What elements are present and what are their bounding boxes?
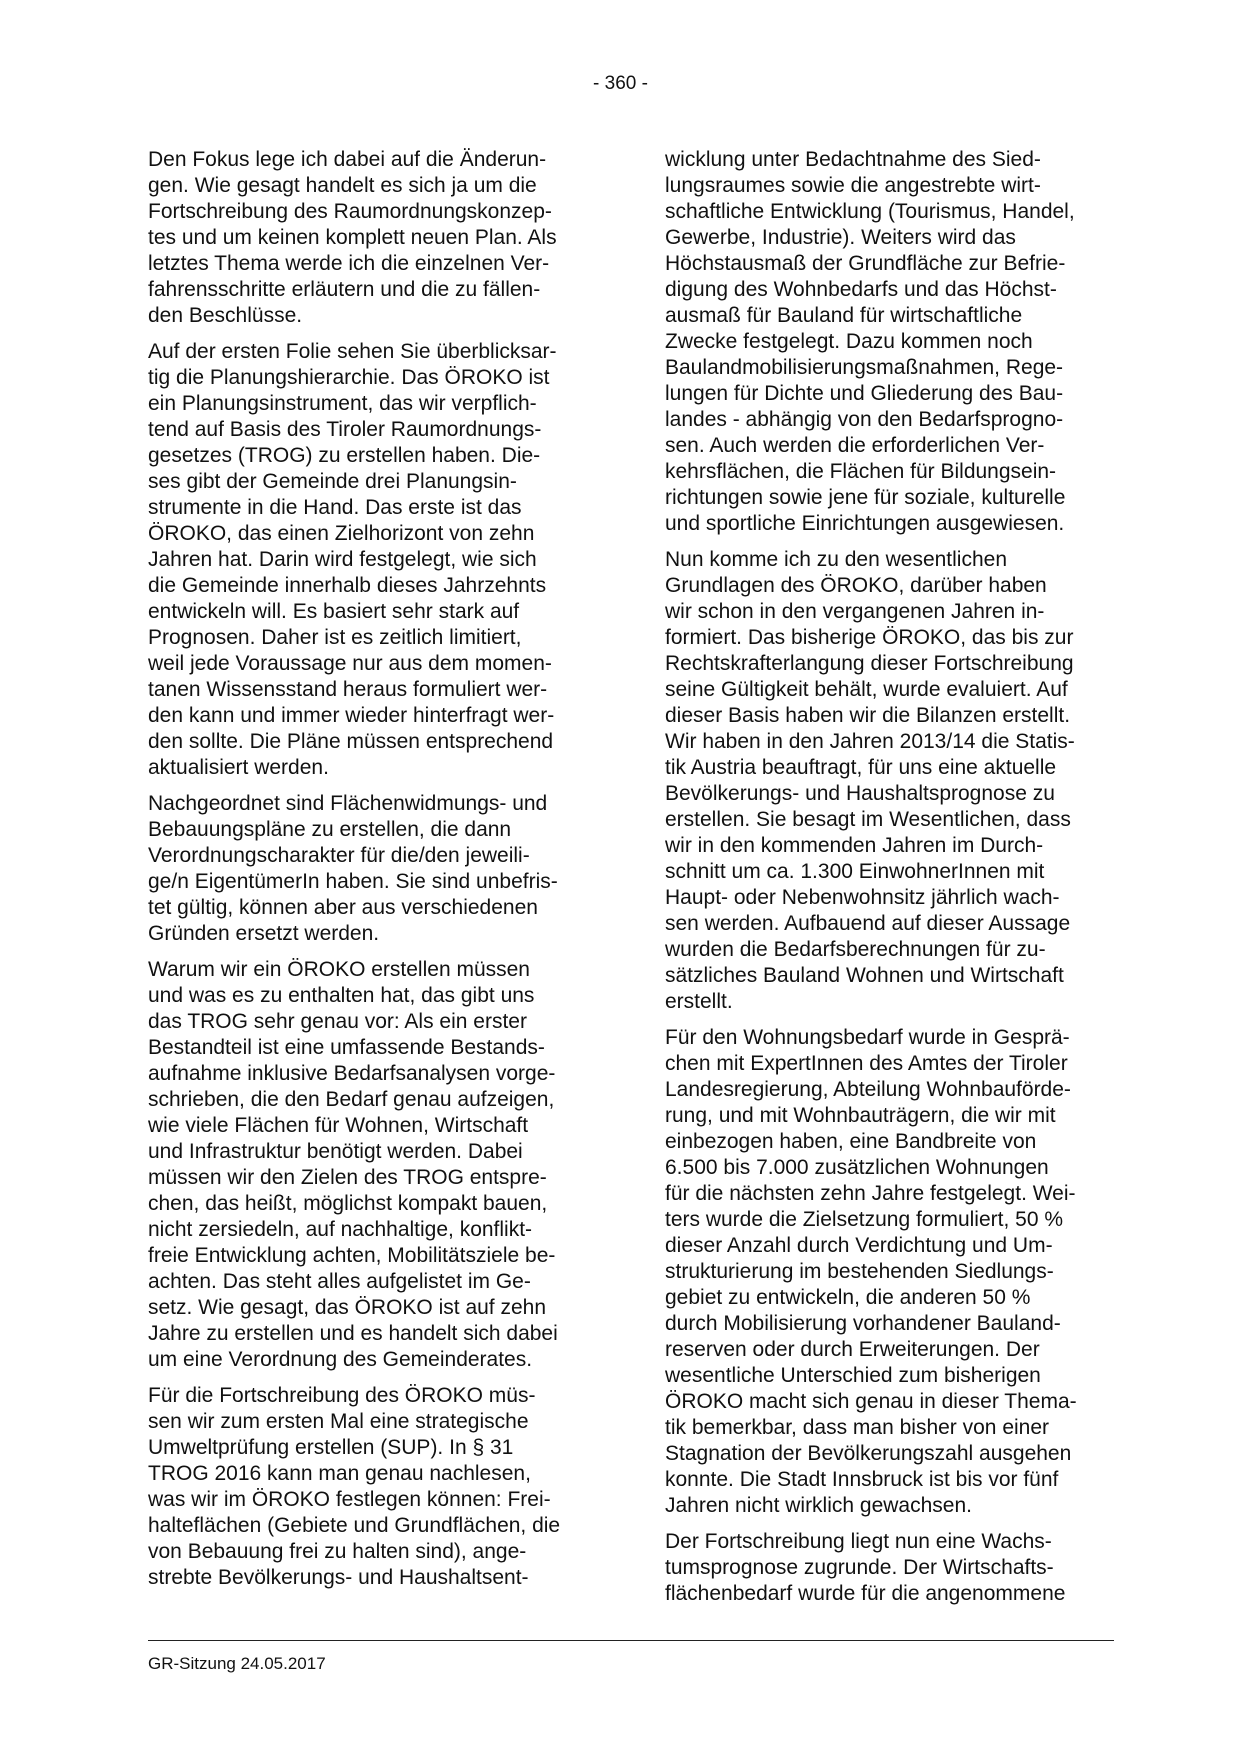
text-line: fahrensschritte erläutern und die zu fällen-	[148, 278, 541, 301]
text-line: Bevölkerungs- und Haushaltsprognose zu	[665, 782, 1055, 805]
text-line: Zwecke festgelegt. Dazu kommen noch	[665, 330, 1033, 353]
text-line: Jahren hat. Darin wird festgelegt, wie sich	[148, 548, 537, 571]
text-line: richtungen sowie jene für soziale, kulturelle	[665, 486, 1066, 509]
text-line: was wir im ÖROKO festlegen können: Frei-	[148, 1488, 551, 1511]
text-line: tet gültig, können aber aus verschiedenen	[148, 896, 538, 919]
text-line: den Beschlüsse.	[148, 304, 303, 327]
text-line: schaftliche Entwicklung (Tourismus, Handel,	[665, 200, 1075, 223]
text-line: strumente in die Hand. Das erste ist das	[148, 496, 522, 519]
paragraph	[148, 791, 598, 947]
text-line: 6.500 bis 7.000 zusätzlichen Wohnungen	[665, 1156, 1049, 1179]
text-line: landes - abhängig von den Bedarfsprogno-	[665, 408, 1064, 431]
text-line: Auf der ersten Folie sehen Sie überblicksar-	[148, 340, 557, 363]
paragraph	[148, 339, 598, 781]
text-line: Für den Wohnungsbedarf wurde in Gesprä-	[665, 1026, 1070, 1049]
text-line: wie viele Flächen für Wohnen, Wirtschaft	[148, 1114, 529, 1137]
text-line: ses gibt der Gemeinde drei Planungsin-	[148, 470, 517, 493]
text-line: Grundlagen des ÖROKO, darüber haben	[665, 574, 1047, 597]
text-line: TROG 2016 kann man genau nachlesen,	[148, 1462, 531, 1485]
text-line: ge/n EigentümerIn haben. Sie sind unbefris-	[148, 870, 558, 893]
text-line: für die nächsten zehn Jahre festgelegt. Wei-	[665, 1182, 1076, 1205]
paragraph	[148, 1383, 598, 1591]
text-line: digung des Wohnbedarfs und das Höchst-	[665, 278, 1057, 301]
text-line: den sollte. Die Pläne müssen entsprechend	[148, 730, 554, 753]
text-line: Nachgeordnet sind Flächenwidmungs- und	[148, 792, 548, 815]
text-line: ÖROKO macht sich genau in dieser Thema-	[665, 1390, 1077, 1413]
text-line: strebte Bevölkerungs- und Haushaltsent-	[148, 1566, 529, 1589]
text-line: nicht zersiedeln, auf nachhaltige, konflikt-	[148, 1218, 533, 1241]
text-line: wir schon in den vergangenen Jahren in-	[665, 600, 1045, 623]
text-line: Haupt- oder Nebenwohnsitz jährlich wach-	[665, 886, 1060, 909]
text-line: wesentliche Unterschied zum bisherigen	[665, 1364, 1041, 1387]
text-line: Wir haben in den Jahren 2013/14 die Statis-	[665, 730, 1075, 753]
text-line: erstellen. Sie besagt im Wesentlichen, dass	[665, 808, 1071, 831]
text-column-right	[665, 147, 1115, 1617]
footer-session-date: GR-Sitzung 24.05.2017	[148, 1654, 326, 1673]
text-line: chen mit ExpertInnen des Amtes der Tiroler	[665, 1052, 1068, 1075]
paragraph	[148, 147, 598, 329]
text-line: reserven oder durch Erweiterungen. Der	[665, 1338, 1040, 1361]
text-line: ÖROKO, das einen Zielhorizont von zehn	[148, 522, 535, 545]
text-line: und was es zu enthalten hat, das gibt uns	[148, 984, 535, 1007]
text-line: aufnahme inklusive Bedarfsanalysen vorge-	[148, 1062, 556, 1085]
paragraph	[665, 147, 1115, 537]
text-line: letztes Thema werde ich die einzelnen Ver-	[148, 252, 550, 275]
text-line: lungen für Dichte und Gliederung des Bau-	[665, 382, 1064, 405]
text-line: Fortschreibung des Raumordnungskonzep-	[148, 200, 552, 223]
text-line: Bebauungspläne zu erstellen, die dann	[148, 818, 512, 841]
text-line: weil jede Voraussage nur aus dem momen-	[148, 652, 552, 675]
text-line: durch Mobilisierung vorhandener Bauland-	[665, 1312, 1061, 1335]
text-line: tik Austria beauftragt, für uns eine aktuelle	[665, 756, 1057, 779]
text-line: um eine Verordnung des Gemeinderates.	[148, 1348, 533, 1371]
text-line: schnitt um ca. 1.300 EinwohnerInnen mit	[665, 860, 1045, 883]
text-line: Rechtskrafterlangung dieser Fortschreibung	[665, 652, 1074, 675]
text-line: einbezogen haben, eine Bandbreite von	[665, 1130, 1037, 1153]
text-line: halteflächen (Gebiete und Grundflächen, die	[148, 1514, 561, 1537]
text-line: setz. Wie gesagt, das ÖROKO ist auf zehn	[148, 1296, 547, 1319]
text-line: gen. Wie gesagt handelt es sich ja um die	[148, 174, 537, 197]
text-line: sen. Auch werden die erforderlichen Ver-	[665, 434, 1045, 457]
text-line: die Gemeinde innerhalb dieses Jahrzehnts	[148, 574, 547, 597]
paragraph	[665, 1529, 1115, 1607]
text-column-left	[148, 147, 598, 1601]
text-line: sätzliches Bauland Wohnen und Wirtschaft	[665, 964, 1064, 987]
text-line: freie Entwicklung achten, Mobilitätsziele be-	[148, 1244, 556, 1267]
text-line: achten. Das steht alles aufgelistet im Ge-	[148, 1270, 531, 1293]
paragraph	[665, 547, 1115, 1015]
text-line: das TROG sehr genau vor: Als ein erster	[148, 1010, 527, 1033]
text-line: Umweltprüfung erstellen (SUP). In § 31	[148, 1436, 514, 1459]
text-line: Jahren nicht wirklich gewachsen.	[665, 1494, 972, 1517]
text-line: wurden die Bedarfsberechnungen für zu-	[665, 938, 1046, 961]
text-line: dieser Anzahl durch Verdichtung und Um-	[665, 1234, 1053, 1257]
text-line: strukturierung im bestehenden Siedlungs-	[665, 1260, 1054, 1283]
text-line: tanen Wissensstand heraus formuliert wer-	[148, 678, 548, 701]
text-line: Verordnungscharakter für die/den jeweili-	[148, 844, 530, 867]
text-line: tend auf Basis des Tiroler Raumordnungs-	[148, 418, 542, 441]
text-line: tes und um keinen komplett neuen Plan. Als	[148, 226, 557, 249]
text-line: flächenbedarf wurde für die angenommene	[665, 1582, 1066, 1605]
text-line: wir in den kommenden Jahren im Durch-	[665, 834, 1044, 857]
text-line: dieser Basis haben wir die Bilanzen erstellt.	[665, 704, 1071, 727]
text-line: Gewerbe, Industrie). Weiters wird das	[665, 226, 1016, 249]
text-line: Den Fokus lege ich dabei auf die Änderun-	[148, 148, 547, 171]
text-line: tumsprognose zugrunde. Der Wirtschafts-	[665, 1556, 1054, 1579]
text-line: Der Fortschreibung liegt nun eine Wachs-	[665, 1530, 1052, 1553]
text-line: sen werden. Aufbauend auf dieser Aussage	[665, 912, 1071, 935]
text-line: tig die Planungshierarchie. Das ÖROKO ist	[148, 366, 550, 389]
text-line: seine Gültigkeit behält, wurde evaluiert. Auf	[665, 678, 1068, 701]
text-line: Nun komme ich zu den wesentlichen	[665, 548, 1008, 571]
text-line: Höchstausmaß der Grundfläche zur Befrie-	[665, 252, 1066, 275]
text-line: schrieben, die den Bedarf genau aufzeigen,	[148, 1088, 555, 1111]
text-line: von Bebauung frei zu halten sind), ange-	[148, 1540, 527, 1563]
paragraph	[148, 957, 598, 1373]
text-line: tik bemerkbar, dass man bisher von einer	[665, 1416, 1050, 1439]
text-line: den kann und immer wieder hinterfragt wer-	[148, 704, 555, 727]
text-line: gesetzes (TROG) zu erstellen haben. Die-	[148, 444, 541, 467]
text-line: und sportliche Einrichtungen ausgewiesen.	[665, 512, 1065, 535]
text-line: aktualisiert werden.	[148, 756, 329, 779]
text-line: chen, das heißt, möglichst kompakt bauen,	[148, 1192, 548, 1215]
text-line: entwickeln will. Es basiert sehr stark auf	[148, 600, 520, 623]
text-line: und Infrastruktur benötigt werden. Dabei	[148, 1140, 523, 1163]
text-line: ein Planungsinstrument, das wir verpflich-	[148, 392, 537, 415]
text-line: lungsraumes sowie die angestrebte wirt-	[665, 174, 1041, 197]
text-line: Jahre zu erstellen und es handelt sich dabei	[148, 1322, 558, 1345]
text-line: erstellt.	[665, 990, 733, 1013]
text-line: Stagnation der Bevölkerungszahl ausgehen	[665, 1442, 1072, 1465]
text-line: Warum wir ein ÖROKO erstellen müssen	[148, 958, 530, 981]
text-line: gebiet zu entwickeln, die anderen 50 %	[665, 1286, 1031, 1309]
text-line: rung, und mit Wohnbauträgern, die wir mit	[665, 1104, 1056, 1127]
text-line: müssen wir den Zielen des TROG entspre-	[148, 1166, 547, 1189]
paragraph	[665, 1025, 1115, 1519]
page-number: - 360 -	[593, 73, 648, 94]
text-line: wicklung unter Bedachtnahme des Sied-	[665, 148, 1041, 171]
text-line: Für die Fortschreibung des ÖROKO müs-	[148, 1384, 536, 1407]
text-line: konnte. Die Stadt Innsbruck ist bis vor fünf	[665, 1468, 1059, 1491]
text-line: Bestandteil ist eine umfassende Bestands-	[148, 1036, 545, 1059]
text-line: Baulandmobilisierungsmaßnahmen, Rege-	[665, 356, 1064, 379]
text-line: kehrsflächen, die Flächen für Bildungsein-	[665, 460, 1057, 483]
text-line: Gründen ersetzt werden.	[148, 922, 380, 945]
text-line: ters wurde die Zielsetzung formuliert, 50 %	[665, 1208, 1064, 1231]
text-line: Prognosen. Daher ist es zeitlich limitiert,	[148, 626, 522, 649]
text-line: Landesregierung, Abteilung Wohnbauförde-	[665, 1078, 1071, 1101]
text-line: ausmaß für Bauland für wirtschaftliche	[665, 304, 1023, 327]
text-line: sen wir zum ersten Mal eine strategische	[148, 1410, 529, 1433]
footer-divider	[148, 1640, 1114, 1641]
text-line: formiert. Das bisherige ÖROKO, das bis zur	[665, 626, 1074, 649]
